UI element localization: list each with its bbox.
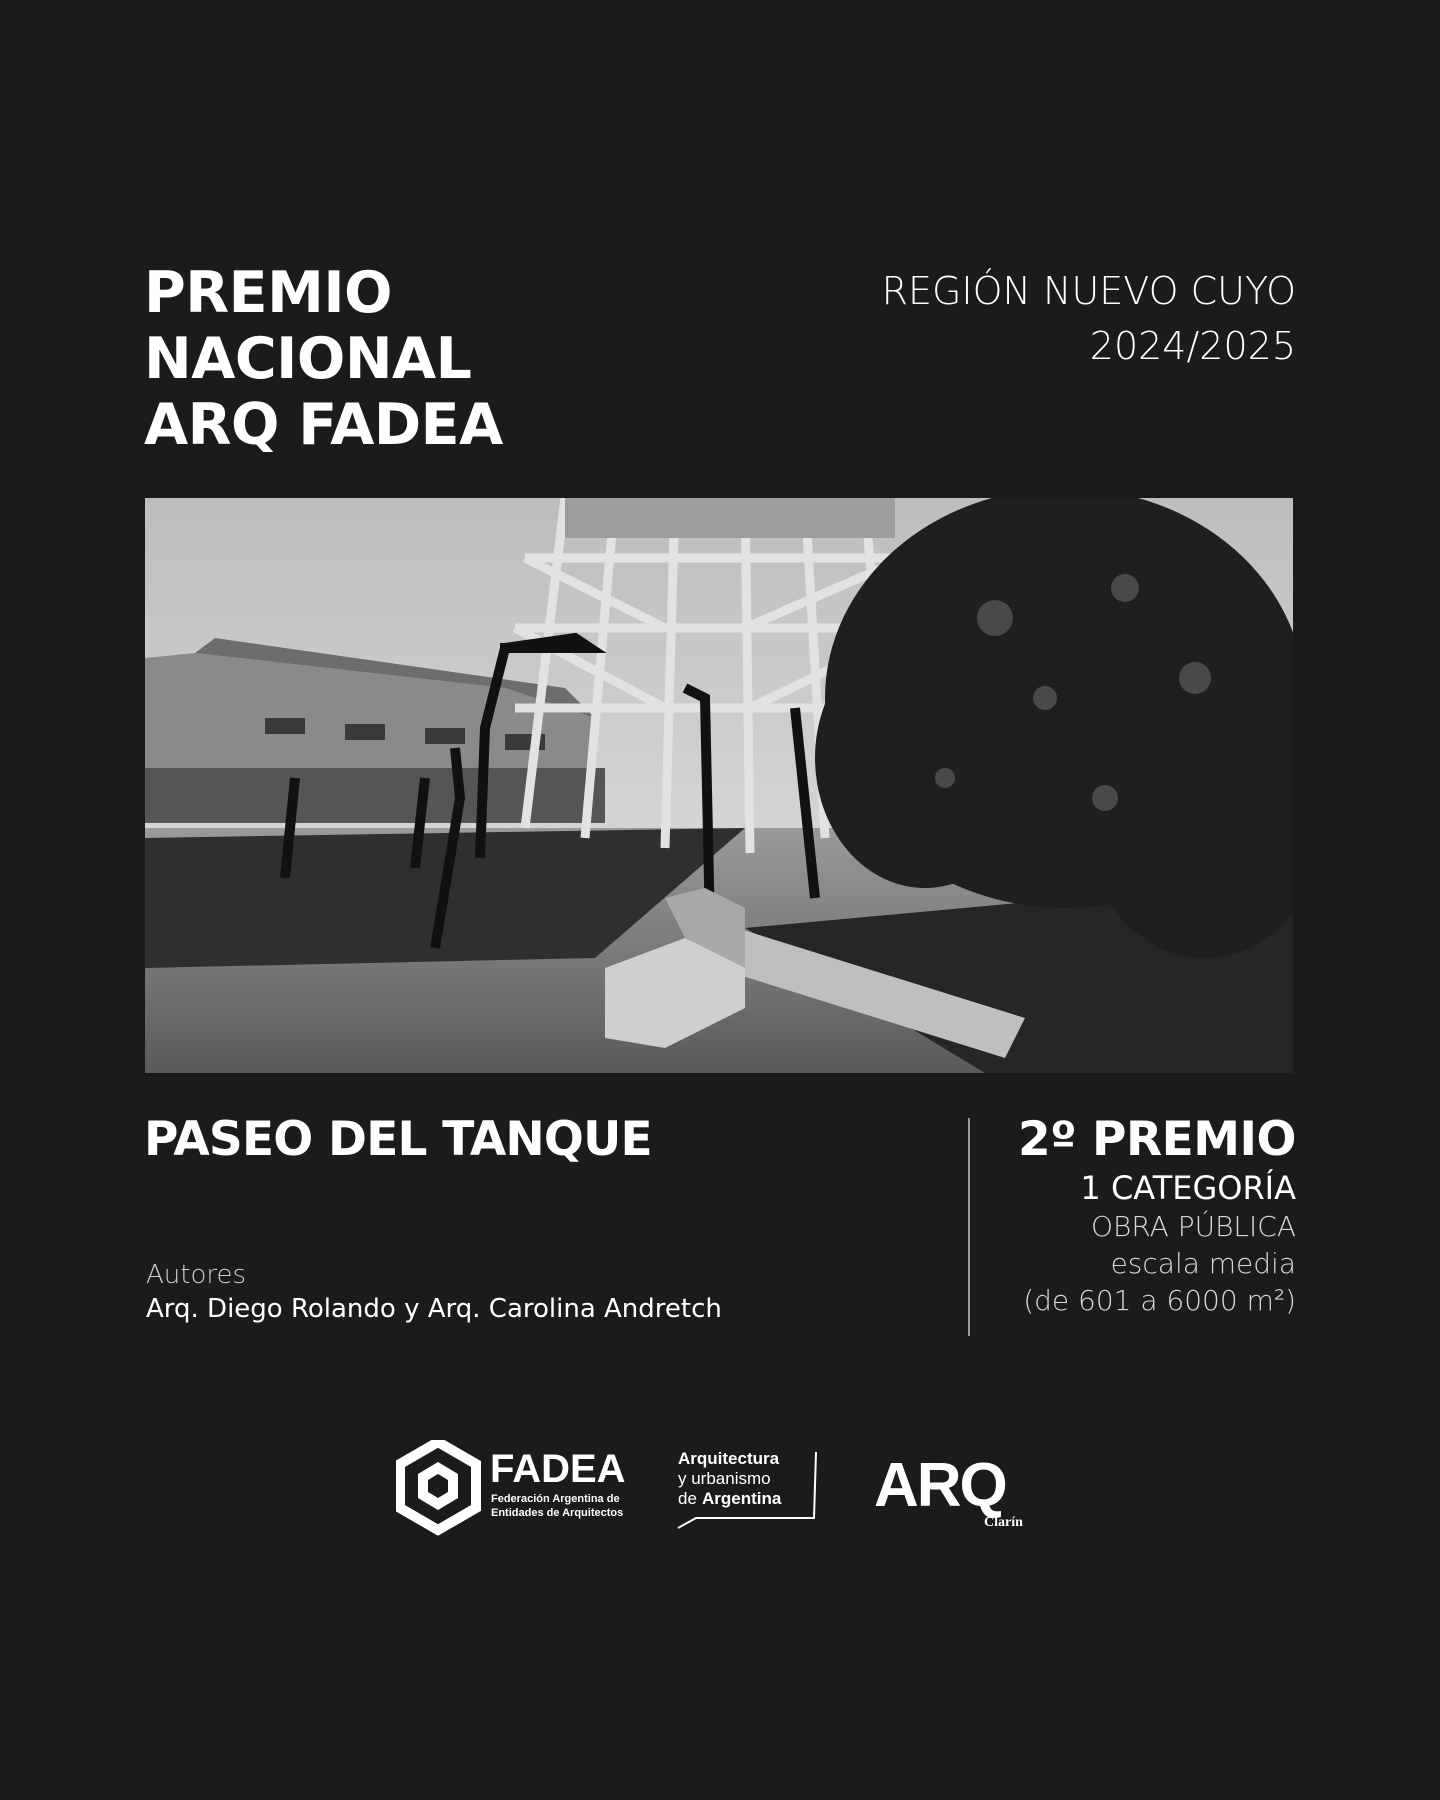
fadea-hexagon-icon [400,1442,476,1530]
fadea-logo-text: FADEA [490,1447,626,1491]
region-period: 2024/2025 [1089,324,1296,368]
award-block [856,1112,1296,1319]
award-prize: 2º PREMIO [1017,1112,1296,1167]
region-name: REGIÓN NUEVO CUYO [881,269,1296,313]
award-range: (de 601 a 6000 m²) [1023,1284,1296,1317]
title-line-3: ARQ FADEA [144,392,503,458]
fadea-logo-line2: Entidades de Arquitectos [491,1507,624,1519]
clarin-logo-text: Clarín [984,1515,1023,1530]
arq-urb-line2: y urbanismo [678,1469,771,1488]
sponsor-logos [396,1440,1056,1540]
title-line-2: NACIONAL [144,326,472,392]
authors-names: Arq. Diego Rolando y Arq. Carolina Andretch [146,1294,722,1324]
authors-block [146,1258,722,1326]
award-type: OBRA PÚBLICA [1090,1210,1296,1243]
arq-urb-line1: Arquitectura [678,1449,780,1468]
title-line-1: PREMIO [144,260,392,326]
award-title [144,260,704,458]
fadea-logo-line1: Federación Argentina de [491,1493,620,1505]
region-block [696,264,1296,374]
award-category: 1 CATEGORÍA [1080,1169,1296,1207]
award-scale: escala media [1110,1247,1296,1280]
arq-logo-text: ARQ [874,1451,1006,1520]
photo-icon [145,498,1293,1073]
arq-urb-line3-prefix: de [678,1489,697,1508]
project-photo [145,498,1293,1073]
logo-strip [396,1440,1056,1540]
authors-label: Autores [146,1260,247,1290]
arq-urb-line3: Argentina [702,1489,782,1508]
project-name: PASEO DEL TANQUE [144,1112,652,1167]
